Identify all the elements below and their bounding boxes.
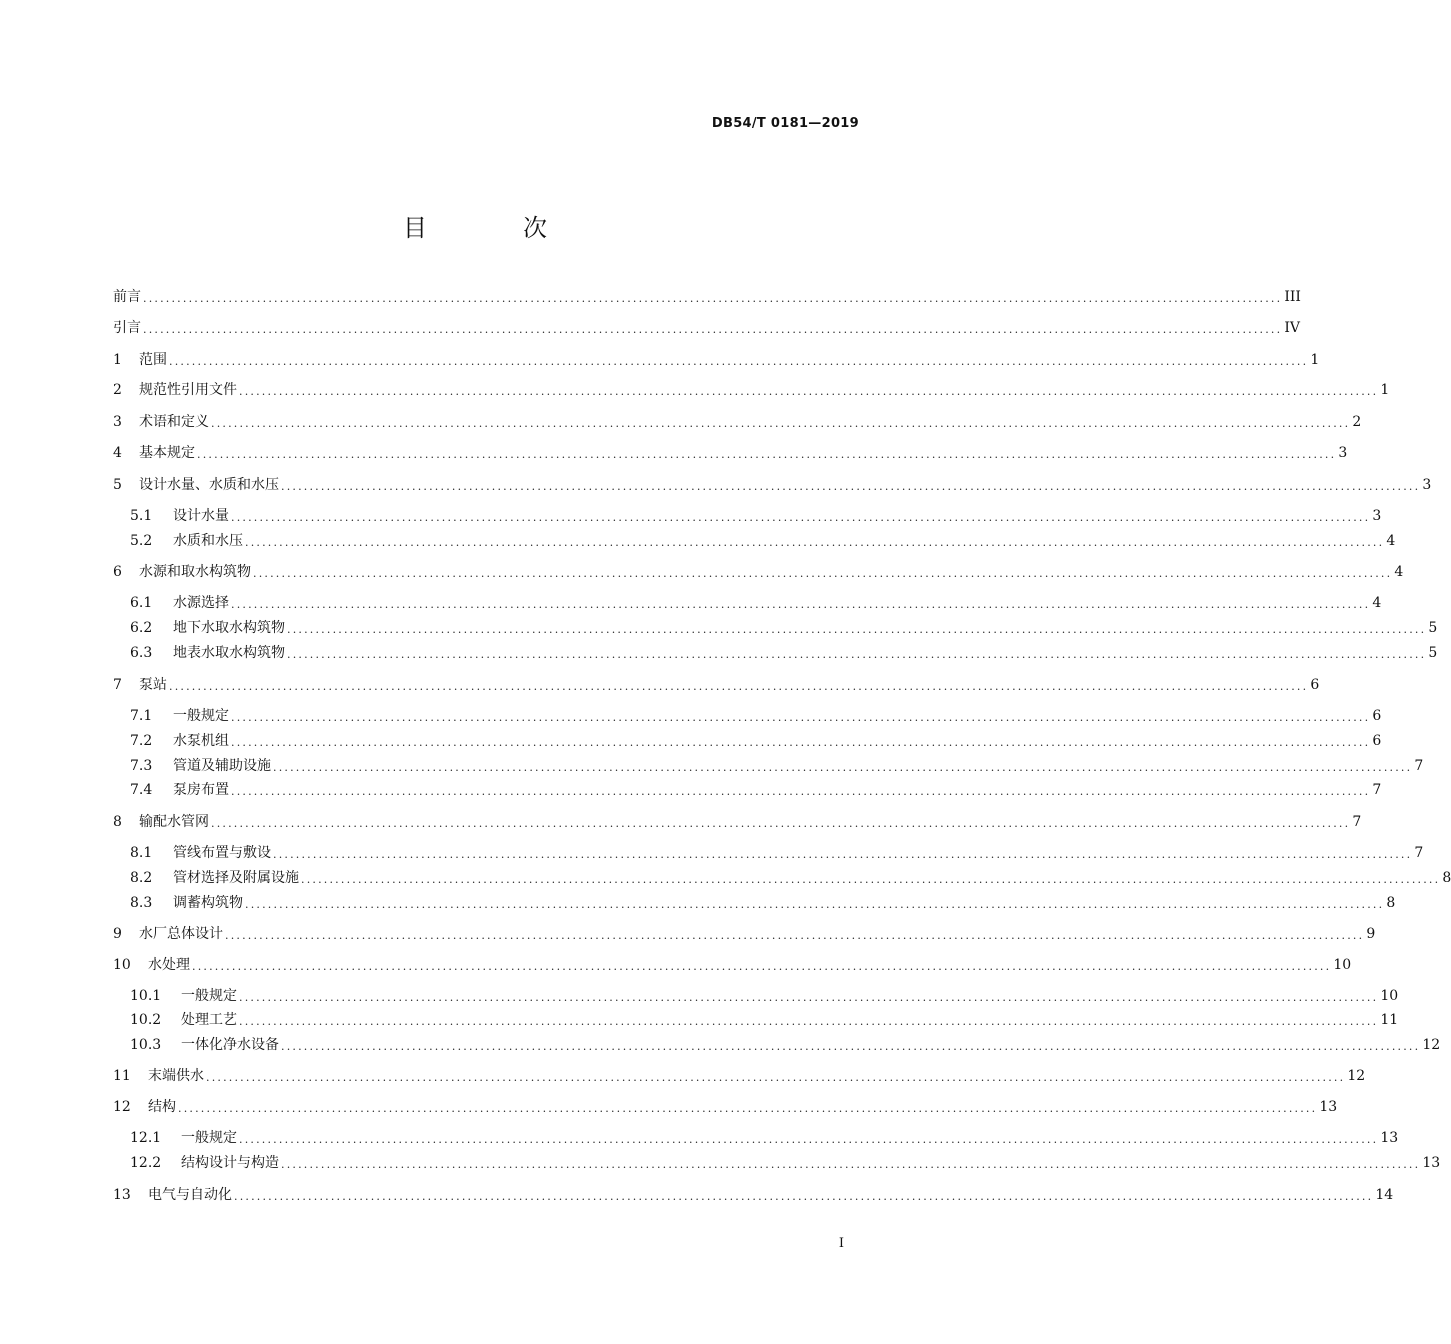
toc-entry-number: 12: [113, 1099, 131, 1115]
toc-entry-title: 范围: [139, 352, 167, 368]
toc-dot-leader: ........................................................................................................................................................................................................: [231, 511, 1371, 524]
toc-entry[interactable]: [130, 506, 1382, 526]
toc-entry-page: 5: [1428, 620, 1438, 636]
toc-entry-number: 12.2: [130, 1155, 162, 1171]
toc-entry-title: 管线布置与敷设: [173, 845, 271, 861]
toc-dot-leader: ........................................................................................................................................................................................................: [287, 648, 1427, 661]
toc-entry[interactable]: [113, 412, 1362, 432]
toc-entry[interactable]: [113, 1097, 1338, 1117]
toc-entry-number: 6.1: [130, 595, 153, 611]
toc-entry-number: 8: [113, 814, 122, 830]
toc-dot-leader: ........................................................................................................................................................................................................: [143, 323, 1283, 336]
page-folio: I: [838, 1236, 844, 1251]
toc-entry-number: 13: [113, 1187, 131, 1203]
toc-entry-title: 基本规定: [139, 445, 195, 461]
toc-dot-leader: ........................................................................................................................................................................................................: [239, 991, 1379, 1004]
toc-entry-title: 结构: [148, 1099, 176, 1115]
toc-dot-leader: ........................................................................................................................................................................................................: [239, 1015, 1379, 1028]
toc-dot-leader: ........................................................................................................................................................................................................: [211, 817, 1351, 830]
toc-entry-page: 14: [1375, 1187, 1394, 1203]
toc-entry-title: 水源和取水构筑物: [139, 564, 251, 580]
toc-entry-page: 9: [1366, 926, 1376, 942]
toc-entry-number: 1: [113, 352, 122, 368]
toc-entry-title: 前言: [113, 289, 141, 305]
toc-entry-title: 管材选择及附属设施: [173, 870, 299, 886]
toc-entry-page: 6: [1310, 677, 1320, 693]
toc-entry-title: 水厂总体设计: [139, 926, 223, 942]
toc-entry-page: 5: [1428, 645, 1438, 661]
toc-entry-number: 7.4: [130, 782, 153, 798]
toc-entry-number: 7: [113, 677, 122, 693]
toc-entry[interactable]: [113, 318, 1300, 338]
doc-code: DB54/T 0181—2019: [711, 116, 859, 131]
toc-entry-page: 7: [1352, 814, 1362, 830]
toc-entry-number: 5.1: [130, 508, 153, 524]
toc-entry[interactable]: [130, 643, 1438, 663]
toc-entry[interactable]: [130, 1010, 1399, 1030]
toc-entry-title: 一体化净水设备: [181, 1037, 279, 1053]
toc-entry-title: 调蓄构筑物: [173, 895, 243, 911]
toc-dot-leader: ........................................................................................................................................................................................................: [273, 848, 1413, 861]
toc-entry-page: 8: [1386, 895, 1396, 911]
toc-dot-leader: ........................................................................................................................................................................................................: [178, 1102, 1318, 1115]
toc-entry-page: 6: [1372, 708, 1382, 724]
toc-dot-leader: ........................................................................................................................................................................................................: [197, 448, 1337, 461]
toc-entry-page: 10: [1333, 957, 1352, 973]
toc-entry-page: IV: [1284, 320, 1300, 336]
toc-dot-leader: ........................................................................................................................................................................................................: [231, 736, 1371, 749]
toc-dot-leader: ........................................................................................................................................................................................................: [245, 898, 1385, 911]
toc-entry[interactable]: [130, 843, 1424, 863]
toc-entry-page: 4: [1386, 533, 1396, 549]
toc-entry-title: 一般规定: [173, 708, 229, 724]
toc-dot-leader: ........................................................................................................................................................................................................: [234, 1190, 1374, 1203]
toc-entry[interactable]: [113, 955, 1352, 975]
toc-entry-title: 水质和水压: [173, 533, 243, 549]
toc-entry-page: 13: [1380, 1130, 1399, 1146]
toc-entry-number: 3: [113, 414, 122, 430]
toc-entry-number: 7.1: [130, 708, 153, 724]
toc-entry-title: 设计水量、水质和水压: [139, 477, 279, 493]
toc-entry-title: 术语和定义: [139, 414, 209, 430]
toc-entry-page: 10: [1380, 988, 1399, 1004]
toc-dot-leader: ........................................................................................................................................................................................................: [239, 1133, 1379, 1146]
toc-entry-number: 5: [113, 477, 122, 493]
toc-entry[interactable]: [130, 706, 1382, 726]
toc-entry[interactable]: [130, 531, 1396, 551]
toc-entry-page: III: [1284, 289, 1301, 305]
toc-entry-page: 1: [1310, 352, 1320, 368]
toc-entry-number: 6.3: [130, 645, 153, 661]
toc-entry[interactable]: [113, 924, 1376, 944]
toc-entry[interactable]: [130, 1035, 1441, 1055]
toc-entry-title: 地下水取水构筑物: [173, 620, 285, 636]
toc-entry-title: 引言: [113, 320, 141, 336]
toc-entry-page: 2: [1352, 414, 1362, 430]
toc-entry-number: 10.1: [130, 988, 162, 1004]
toc-entry[interactable]: [113, 380, 1390, 400]
toc-dot-leader: ........................................................................................................................................................................................................: [239, 385, 1379, 398]
toc-entry-page: 7: [1414, 758, 1424, 774]
toc-entry-title: 泵站: [139, 677, 167, 693]
toc-entry-number: 10: [113, 957, 131, 973]
toc-entry-number: 8.1: [130, 845, 153, 861]
toc-entry-title: 处理工艺: [181, 1012, 237, 1028]
toc-entry-page: 3: [1338, 445, 1348, 461]
toc-entry-page: 8: [1442, 870, 1451, 886]
toc-dot-leader: ........................................................................................................................................................................................................: [281, 480, 1421, 493]
toc-entry[interactable]: [130, 1128, 1399, 1148]
toc-dot-leader: ........................................................................................................................................................................................................: [211, 417, 1351, 430]
toc-entry[interactable]: [113, 287, 1301, 307]
toc-entry[interactable]: [130, 986, 1399, 1006]
toc-entry-title: 输配水管网: [139, 814, 209, 830]
toc-dot-leader: ........................................................................................................................................................................................................: [225, 929, 1365, 942]
toc-entry[interactable]: [113, 812, 1362, 832]
toc-entry-page: 3: [1422, 477, 1432, 493]
toc-entry-number: 5.2: [130, 533, 153, 549]
toc-dot-leader: ........................................................................................................................................................................................................: [231, 598, 1371, 611]
toc-entry[interactable]: [113, 1185, 1394, 1205]
toc-entry-number: 6: [113, 564, 122, 580]
toc-entry[interactable]: [130, 780, 1382, 800]
toc-entry[interactable]: [130, 593, 1382, 613]
toc-entry-page: 4: [1394, 564, 1404, 580]
toc-dot-leader: ........................................................................................................................................................................................................: [281, 1040, 1421, 1053]
toc-entry-page: 4: [1372, 595, 1382, 611]
toc-entry-page: 13: [1319, 1099, 1338, 1115]
toc-entry[interactable]: [130, 1153, 1441, 1173]
toc-dot-leader: ........................................................................................................................................................................................................: [143, 292, 1283, 305]
toc-entry-page: 11: [1380, 1012, 1399, 1028]
toc-dot-leader: ........................................................................................................................................................................................................: [245, 536, 1385, 549]
toc-dot-leader: ........................................................................................................................................................................................................: [253, 567, 1393, 580]
toc-entry-title: 一般规定: [181, 1130, 237, 1146]
toc-entry-page: 7: [1414, 845, 1424, 861]
toc-entry-number: 10.2: [130, 1012, 162, 1028]
toc-dot-leader: ........................................................................................................................................................................................................: [231, 785, 1371, 798]
toc-entry[interactable]: [130, 618, 1438, 638]
toc-dot-leader: ........................................................................................................................................................................................................: [273, 761, 1413, 774]
toc-dot-leader: ........................................................................................................................................................................................................: [281, 1158, 1421, 1171]
toc-dot-leader: ........................................................................................................................................................................................................: [169, 355, 1309, 368]
toc-entry-title: 规范性引用文件: [139, 382, 237, 398]
toc-entry-title: 水处理: [148, 957, 190, 973]
toc-entry-number: 7.3: [130, 758, 153, 774]
toc-entry-page: 13: [1422, 1155, 1441, 1171]
toc-entry-title: 地表水取水构筑物: [173, 645, 285, 661]
toc-entry-number: 12.1: [130, 1130, 162, 1146]
toc-entry-title: 水泵机组: [173, 733, 229, 749]
toc-entry-number: 11: [113, 1068, 131, 1084]
toc-entry[interactable]: [113, 475, 1432, 495]
toc-entry-number: 8.3: [130, 895, 153, 911]
toc-entry-number: 10.3: [130, 1037, 162, 1053]
toc-entry-page: 12: [1347, 1068, 1366, 1084]
toc-entry[interactable]: [130, 893, 1396, 913]
toc-entry[interactable]: [130, 756, 1424, 776]
toc-entry[interactable]: [130, 731, 1382, 751]
toc-dot-leader: ........................................................................................................................................................................................................: [287, 623, 1427, 636]
toc-dot-leader: ........................................................................................................................................................................................................: [231, 711, 1371, 724]
toc-entry-title: 设计水量: [173, 508, 229, 524]
toc-entry-number: 2: [113, 382, 122, 398]
toc-entry-title: 结构设计与构造: [181, 1155, 279, 1171]
toc-entry-title: 泵房布置: [173, 782, 229, 798]
toc-entry[interactable]: [113, 443, 1348, 463]
toc-entry-number: 4: [113, 445, 122, 461]
toc-entry-number: 6.2: [130, 620, 153, 636]
toc-entry-title: 水源选择: [173, 595, 229, 611]
toc-entry-number: 9: [113, 926, 122, 942]
toc-entry[interactable]: [113, 675, 1320, 695]
toc-entry-number: 7.2: [130, 733, 153, 749]
toc-entry-number: 8.2: [130, 870, 153, 886]
toc-dot-leader: ........................................................................................................................................................................................................: [301, 873, 1441, 886]
toc-entry[interactable]: [130, 868, 1451, 888]
toc-entry-title: 一般规定: [181, 988, 237, 1004]
toc-entry-page: 7: [1372, 782, 1382, 798]
toc-dot-leader: ........................................................................................................................................................................................................: [192, 960, 1332, 973]
toc-dot-leader: ........................................................................................................................................................................................................: [169, 680, 1309, 693]
toc-entry[interactable]: [113, 562, 1404, 582]
toc-entry-page: 1: [1380, 382, 1390, 398]
toc-entry[interactable]: [113, 350, 1320, 370]
toc-title: 目 次: [403, 214, 583, 242]
toc-entry-page: 6: [1372, 733, 1382, 749]
toc-entry[interactable]: [113, 1066, 1366, 1086]
toc-entry-page: 3: [1372, 508, 1382, 524]
toc-entry-title: 末端供水: [148, 1068, 204, 1084]
toc-dot-leader: ........................................................................................................................................................................................................: [206, 1071, 1346, 1084]
toc-entry-title: 电气与自动化: [148, 1187, 232, 1203]
toc-entry-page: 12: [1422, 1037, 1441, 1053]
toc-entry-title: 管道及辅助设施: [173, 758, 271, 774]
